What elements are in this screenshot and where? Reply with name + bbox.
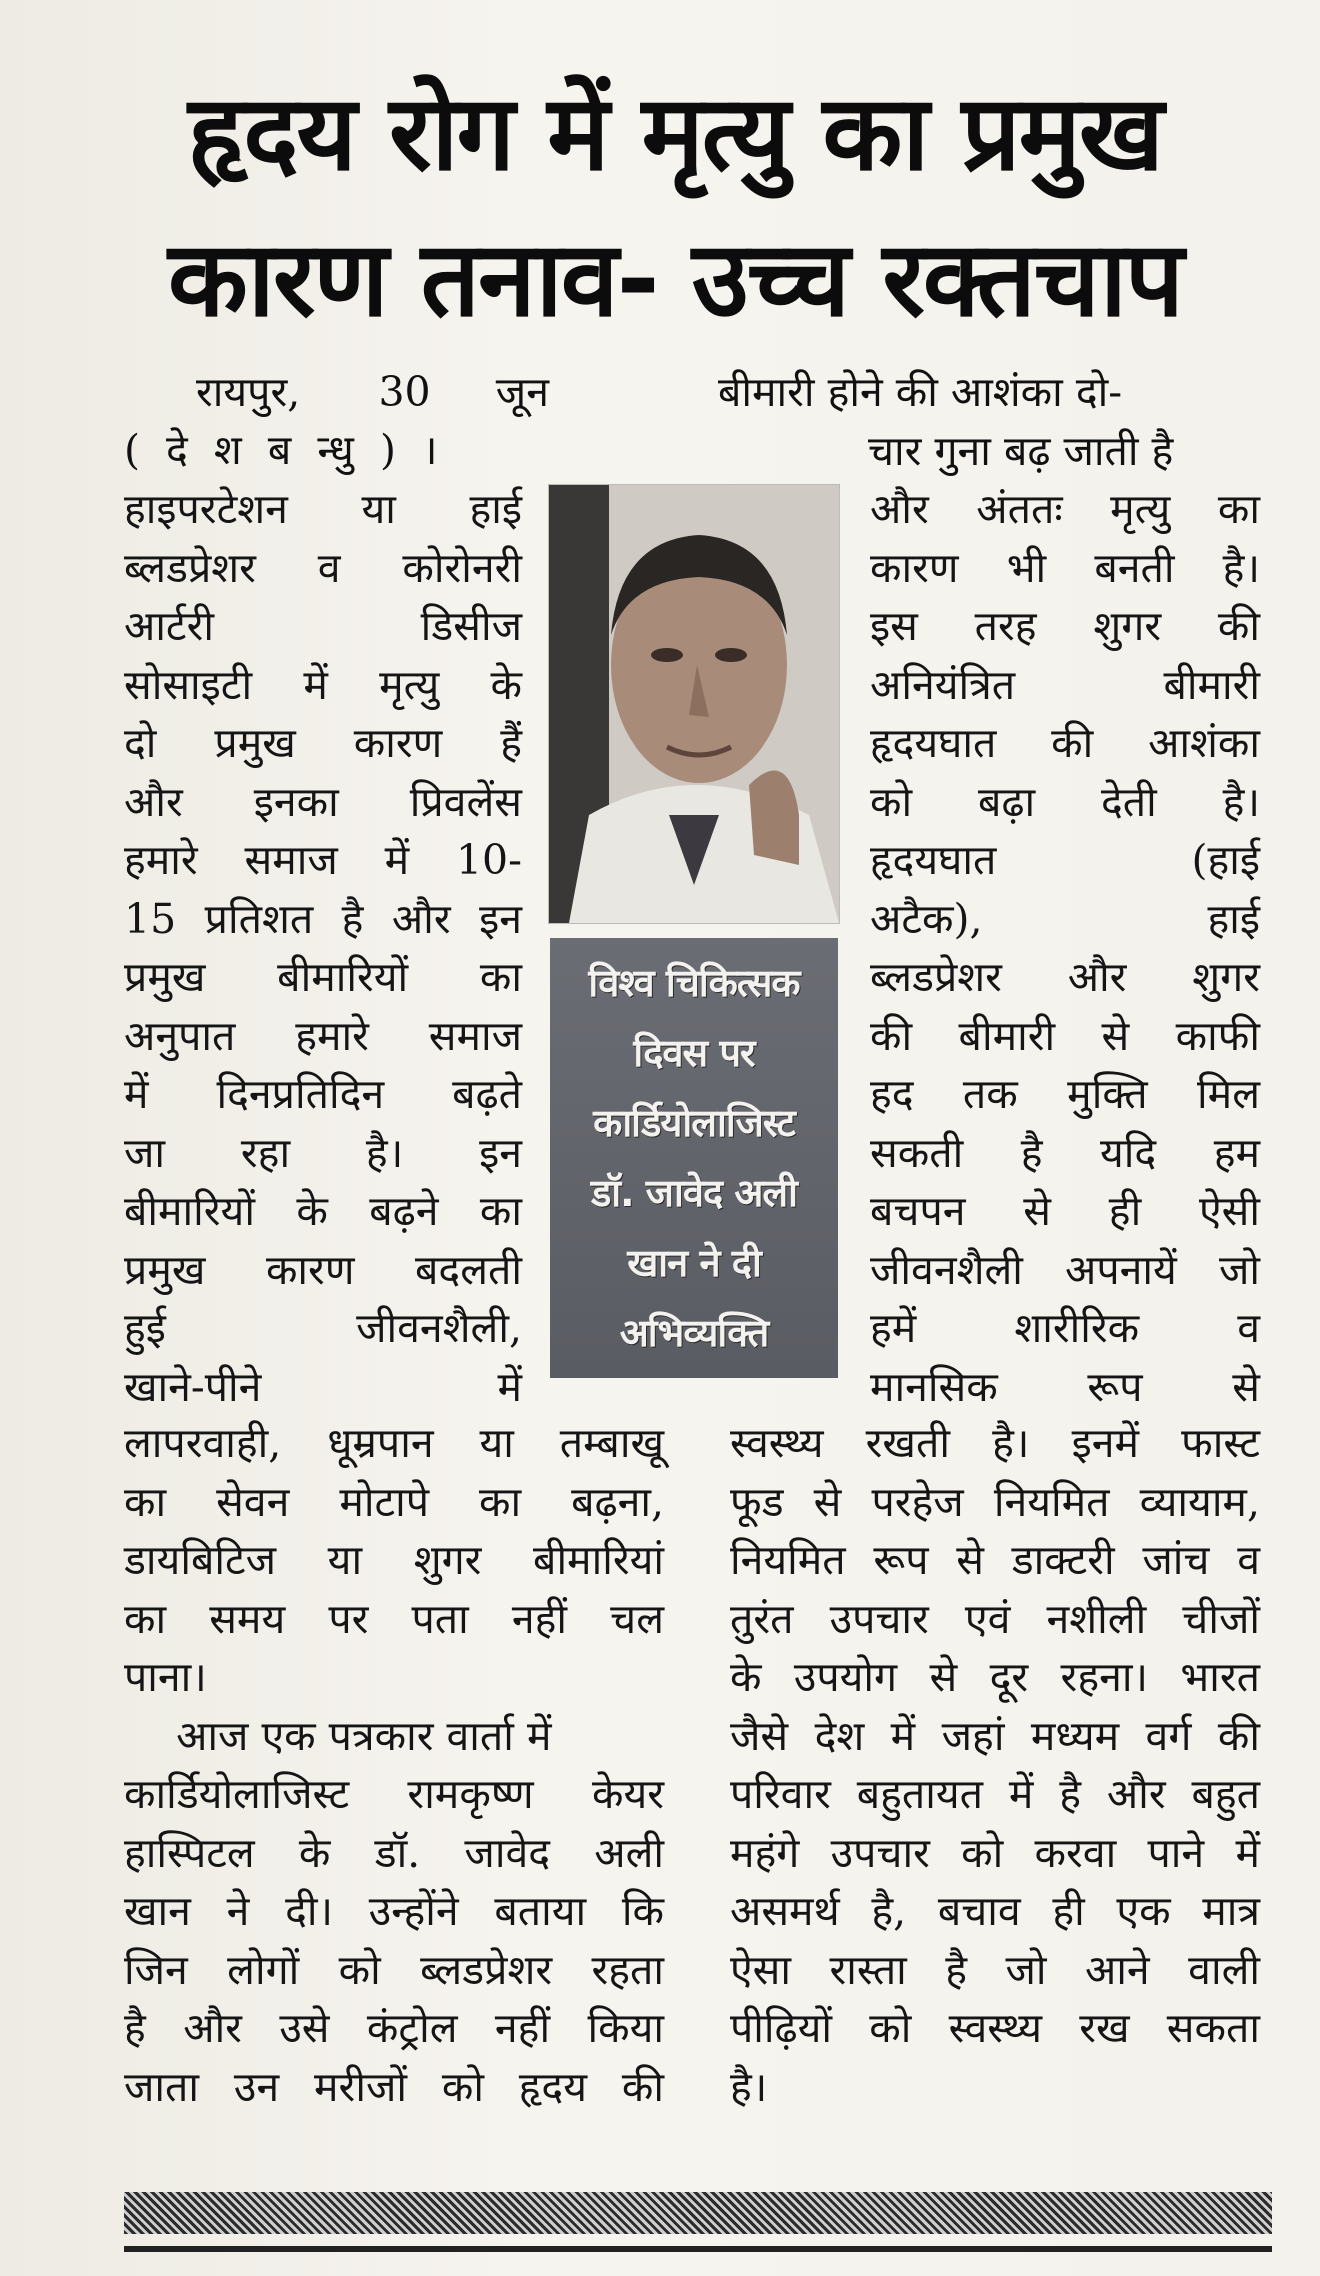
text-line: मानसिक रूप से	[870, 1362, 1260, 1411]
text-line: अनियंत्रित बीमारी	[870, 660, 1260, 709]
text-line: का समय पर पता नहीं चल	[124, 1594, 664, 1643]
text-line: की बीमारी से काफी	[870, 1011, 1260, 1060]
doctor-photo	[548, 484, 840, 924]
text-line: है।	[730, 2062, 768, 2111]
text-line: अटैक), हाई	[870, 894, 1260, 943]
footer-hatch-band	[124, 2192, 1272, 2234]
caption-line: डॉ. जावेद अली	[590, 1171, 798, 1215]
text-line: इस तरह शुगर की	[870, 602, 1260, 650]
text-line: हद तक मुक्ति मिल	[870, 1070, 1260, 1118]
text-line: है और उसे कंट्रोल नहीं किया	[124, 2004, 664, 2052]
text-line: प्रमुख कारण बदलती	[124, 1245, 522, 1294]
footer-rule	[124, 2246, 1272, 2252]
dateline-place-date: रायपुर, 30 जून	[196, 368, 549, 416]
text-line: पाना।	[124, 1653, 207, 1701]
headline-line-2: कारण तनाव- उच्च रक्तचाप	[168, 218, 1182, 340]
text-line: सकती है यदि हम	[870, 1128, 1260, 1177]
right-column-intro	[718, 363, 1258, 480]
text-line: ब्लडप्रेशर और शुगर	[870, 953, 1260, 1001]
text-line: कारण भी बनती है।	[870, 543, 1260, 592]
text-line: 15 प्रतिशत है और इन	[124, 894, 522, 943]
text-line: सोसाइटी में मृत्यु के	[124, 660, 522, 709]
text-line: हाइपरटेशन या हाई	[124, 485, 522, 533]
caption-line: कार्डियोलाजिस्ट	[593, 1101, 795, 1145]
text-line: फूड से परहेज नियमित व्यायाम,	[730, 1477, 1260, 1526]
text-line: का सेवन मोटापे का बढ़ना,	[124, 1477, 664, 1526]
text-line: जैसे देश में जहां मध्यम वर्ग की	[730, 1711, 1260, 1760]
caption-line: विश्व चिकित्सक	[588, 961, 800, 1005]
text-line: डायबिटिज या शुगर बीमारियां	[124, 1536, 664, 1584]
text-line: आज एक पत्रकार वार्ता में	[124, 1711, 552, 1760]
text-line: महंगे उपचार को करवा पाने में	[730, 1828, 1260, 1877]
caption-line: अभिव्यक्ति	[619, 1311, 769, 1355]
photo-caption-box	[550, 938, 838, 1378]
text-line: चार गुना बढ़ जाती है	[868, 426, 1174, 475]
text-line: आर्टरी डिसीज	[124, 602, 522, 650]
dateline-source: ( दे श ब न्धु ) ।	[124, 426, 438, 474]
text-line: हमारे समाज में 10-	[124, 836, 522, 884]
text-line: कार्डियोलाजिस्ट रामकृष्ण केयर	[124, 1770, 664, 1818]
text-line: तुरंत उपचार एवं नशीली चीजों	[730, 1594, 1260, 1643]
text-line: हास्पिटल के डॉ. जावेद अली	[124, 1828, 664, 1877]
text-line: में दिनप्रतिदिन बढ़ते	[124, 1070, 522, 1118]
text-line: जिन लोगों को ब्लडप्रेशर रहता	[124, 1945, 664, 1994]
text-line: हृदयघात (हाई	[870, 836, 1260, 884]
text-line: और अंततः मृत्यु का	[870, 485, 1260, 533]
dateline	[196, 363, 549, 422]
text-line: खाने-पीने में	[124, 1362, 522, 1411]
text-line: स्वस्थ्य रखती है। इनमें फास्ट	[730, 1419, 1260, 1467]
text-line: हृदयघात की आशंका	[870, 719, 1260, 767]
right-column-narrow	[870, 480, 1260, 1416]
text-line: जीवनशैली अपनायें जो	[870, 1245, 1260, 1294]
text-line: अनुपात हमारे समाज	[124, 1011, 522, 1060]
text-line: दो प्रमुख कारण हैं	[124, 719, 522, 767]
text-line: जा रहा है। इन	[124, 1128, 522, 1177]
text-line: लापरवाही, धूम्रपान या तम्बाखू	[124, 1419, 664, 1467]
text-line: बीमारियों के बढ़ने का	[124, 1187, 522, 1235]
text-line: प्रमुख बीमारियों का	[124, 953, 522, 1001]
text-line: बचपन से ही ऐसी	[870, 1187, 1260, 1235]
text-line: असमर्थ है, बचाव ही एक मात्र	[730, 1887, 1260, 1935]
text-line: को बढ़ा देती है।	[870, 777, 1260, 826]
caption-line: खान ने दी	[627, 1241, 761, 1285]
caption-line: दिवस पर	[633, 1031, 755, 1075]
text-line: ऐसा रास्ता है जो आने वाली	[730, 1945, 1260, 1994]
text-line: बीमारी होने की आशंका दो-	[718, 368, 1123, 416]
text-line: हुई जीवनशैली,	[124, 1304, 522, 1352]
doctor-portrait-icon	[549, 485, 839, 923]
left-column-wide	[124, 1414, 664, 2116]
text-line: परिवार बहुतायत में है और बहुत	[730, 1770, 1260, 1818]
text-line: पीढ़ियों को स्वस्थ्य रख सकता	[730, 2004, 1260, 2052]
text-line: जाता उन मरीजों को हृदय की	[124, 2062, 664, 2111]
right-column-wide	[730, 1414, 1260, 2116]
text-line: ब्लडप्रेशर व कोरोनरी	[124, 543, 522, 592]
left-column-narrow	[124, 480, 522, 1416]
text-line: खान ने दी। उन्होंने बताया कि	[124, 1887, 664, 1935]
text-line: और इनका प्रिवलेंस	[124, 777, 522, 826]
headline-line-1: हृदय रोग में मृत्यु का प्रमुख	[188, 72, 1162, 194]
text-line: नियमित रूप से डाक्टरी जांच व	[730, 1536, 1260, 1584]
text-line: हमें शारीरिक व	[870, 1304, 1260, 1352]
text-line: के उपयोग से दूर रहना। भारत	[730, 1653, 1260, 1701]
